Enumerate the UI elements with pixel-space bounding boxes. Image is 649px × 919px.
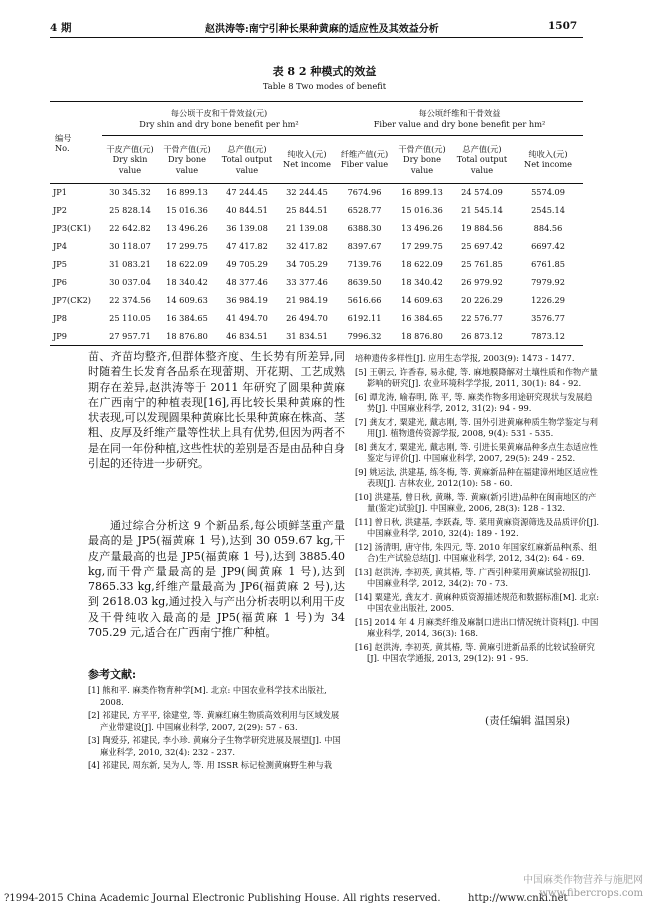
table-cell: 15 016.36 [166, 204, 208, 215]
table-cell: 34 705.29 [286, 258, 328, 269]
table-cell: 20 226.29 [461, 294, 503, 305]
watermark: 中国麻类作物营养与施肥网 www.fibercrops.com [523, 875, 643, 899]
table-row [50, 291, 583, 309]
reference-item: [1] 熊和平. 麻类作物育种学[M]. 北京: 中国农业科学技术出版社, 2008. [88, 685, 327, 707]
row-id: JP9 [53, 330, 68, 341]
table-cell: 21 984.19 [286, 294, 328, 305]
table-cell: 7979.92 [531, 276, 565, 287]
table-cell: 25 844.51 [286, 204, 328, 215]
row-id: JP7(CK2) [53, 294, 91, 305]
table-cell: 26 494.70 [286, 312, 328, 323]
benefit-table [50, 103, 583, 345]
table-cell: 17 299.75 [166, 240, 208, 251]
table-cell: 6192.11 [347, 312, 382, 323]
col-header: 干骨产值(元) Dry bone value [163, 143, 211, 175]
table-cell: 31 834.51 [286, 330, 328, 341]
reference-item: [12] 汤清明, 唐守伟, 朱四元, 等. 2010 年国家红麻新品种(系、组合)生产试验总结[J]. 中国麻业科学, 2012, 34(2): 64 - 69. [355, 541, 597, 563]
table-row [50, 219, 583, 237]
reference-item: [3] 陶爱芬, 祁建民, 李小珍. 黄麻分子生物学研究进展及展望[J]. 中国麻业科学, 2010, 32(4): 232 - 237. [88, 735, 341, 757]
table-mid-rule [50, 183, 583, 184]
table-cell: 18 340.42 [401, 276, 443, 287]
col-header: 总产值(元) Total output value [456, 143, 508, 175]
table-cell: 8639.50 [347, 276, 382, 287]
row-id: JP6 [53, 276, 68, 287]
table-cell: 31 083.21 [109, 258, 151, 269]
table-cell: 22 374.56 [109, 294, 151, 305]
cnki-url: http://www.cnki.net [468, 893, 568, 904]
table-row [50, 309, 583, 327]
table-cell: 22 642.82 [109, 222, 151, 233]
col-no-header: 编号 No. [55, 132, 72, 153]
table-row [50, 183, 583, 201]
table-title-cn: 表 8 2 种模式的效益 [272, 65, 377, 78]
table-cell: 41 494.70 [226, 312, 268, 323]
table-row [50, 201, 583, 219]
table-cell: 6388.30 [347, 222, 382, 233]
table-cell: 46 834.51 [226, 330, 268, 341]
table-cell: 47 244.45 [226, 186, 268, 197]
table-row [50, 255, 583, 273]
table-row [50, 237, 583, 255]
table-cell: 47 417.82 [226, 240, 268, 251]
table-cell: 14 609.63 [401, 294, 443, 305]
row-id: JP3(CK1) [53, 222, 91, 233]
table-cell: 6761.85 [531, 258, 565, 269]
table-cell: 5574.09 [531, 186, 565, 197]
table-cell: 33 377.46 [286, 276, 328, 287]
issue-label: 4 期 [50, 22, 72, 34]
col-header: 纯收入(元) Net income [524, 148, 572, 170]
reference-item: [6] 谭龙涛, 喻春明, 陈 平, 等. 麻类作物多用途研究现状与发展趋势[J]. 中国麻业科学, 2012, 31(2): 94 - 99. [355, 391, 593, 413]
references-right [355, 353, 600, 667]
running-title: 赵洪涛等:南宁引种长果种黄麻的适应性及其效益分析 [205, 24, 439, 35]
table-cell: 30 037.04 [109, 276, 151, 287]
table-cell: 7139.76 [347, 258, 382, 269]
table-cell: 27 957.71 [109, 330, 151, 341]
table-title-en: Table 8 Two modes of benefit [262, 81, 387, 91]
table-cell: 7996.32 [347, 330, 382, 341]
table-cell: 7674.96 [347, 186, 382, 197]
table-cell: 18 622.09 [401, 258, 443, 269]
table-cell: 21 139.08 [286, 222, 328, 233]
table-cell: 1226.29 [531, 294, 565, 305]
references-left [88, 685, 345, 774]
table-cell: 36 984.19 [226, 294, 268, 305]
table-row [50, 273, 583, 291]
page-number: 1507 [548, 20, 578, 32]
reference-item: [5] 王朝云, 许香春, 易永健, 等. 麻地膜降解对土壤性质和作物产量影响的研究[J]. 农业环境科学学报, 2011, 30(1): 84 - 92. [355, 366, 598, 388]
header-rule [50, 37, 583, 38]
col-header: 纯收入(元) Net income [283, 148, 331, 170]
table-cell: 22 576.77 [461, 312, 503, 323]
table-cell: 48 377.46 [226, 276, 268, 287]
table-row [50, 327, 583, 345]
row-id: JP1 [53, 186, 68, 197]
editor-note: (责任编辑 温国泉) [485, 715, 571, 727]
reference-item: [14] 粟建光, 龚友才. 黄麻种质资源描述规范和数据标准[M]. 北京: 中国农业出版社, 2005. [355, 591, 600, 613]
references-heading: 参考文献: [88, 668, 137, 681]
reference-item: [4] 祁建民, 周东新, 吴为人, 等. 用 ISSR 标记检测黄麻野生种与栽 [88, 760, 333, 770]
table-cell: 18 876.80 [166, 330, 208, 341]
table-cell: 30 345.32 [109, 186, 151, 197]
table-cell: 13 496.26 [166, 222, 208, 233]
table-cell: 18 876.80 [401, 330, 443, 341]
reference-item: [8] 龚友才, 粟建光, 戴志刚, 等. 引进长果黄麻品种多点生态适应性鉴定与评价[J]. 中国麻业科学, 2007, 29(5): 249 - 252. [355, 441, 598, 463]
table-cell: 3576.77 [531, 312, 565, 323]
table-cell: 7873.12 [531, 330, 565, 341]
table-cell: 26 873.12 [461, 330, 503, 341]
reference-item: [16] 赵洪涛, 李初英, 黄其椿, 等. 黄麻引进新品系的比较试验研究[J]. 中国农学通报, 2013, 29(12): 91 - 95. [355, 641, 595, 663]
table-cell: 25 761.85 [461, 258, 503, 269]
table-cell: 36 139.08 [226, 222, 268, 233]
reference-item: [10] 洪建基, 曾日秋, 黄琳, 等. 黄麻(新)引进)品种在闽南地区的产量(鉴定)试验[J]. 中国麻业, 2006, 28(3): 128 - 132. [355, 491, 597, 513]
table-cell: 16 899.13 [166, 186, 208, 197]
col-header: 纤维产值(元) Fiber value [340, 148, 389, 170]
table-cell: 884.56 [533, 222, 563, 233]
table-cell: 14 609.63 [166, 294, 208, 305]
table-cell: 2545.14 [531, 204, 565, 215]
table-cell: 49 705.29 [226, 258, 268, 269]
table-cell: 25 828.14 [109, 204, 151, 215]
reference-item: [2] 祁建民, 方平平, 徐建堂, 等. 黄麻红麻生物质高效利用与区域发展产业带建设[J]. 中国麻业科学, 2007, 2(29): 57 - 63. [88, 710, 340, 732]
table-cell: 6697.42 [531, 240, 565, 251]
table-top-rule [50, 101, 583, 102]
table-cell: 32 244.45 [286, 186, 328, 197]
table-cell: 26 979.92 [461, 276, 503, 287]
col-header: 总产值(元) Total output value [221, 143, 273, 175]
table-cell: 24 574.09 [461, 186, 503, 197]
table-bottom-rule [50, 345, 583, 346]
col-header: 干皮产值(元) Dry skin value [106, 143, 154, 175]
reference-item: [7] 龚友才, 粟建光, 戴志刚, 等. 国外引进黄麻种质生物学鉴定与利用[J]. 植物遗传资源学报, 2008, 9(4): 531 - 535. [355, 416, 598, 438]
paragraph-1: 苗、齐苗均整齐,但群体整齐度、生长势有所差异,同时随着生长发育各品系在现蕾期、开花期、工艺成熟期存在差异,赵洪涛等于 2011 年研究了圆果种黄麻在广西南宁的种植表现[16],再比较长果种黄麻的性状表现,可以发现圆果种黄麻比长果种黄麻在株高、茎粗、皮厚及纤维产量等性状上具有优势,但因为两者不是在同一年份种植,这些性状的差别是否是由品种自身引起的还待进一步研究。 [88, 350, 345, 471]
row-id: JP4 [53, 240, 68, 251]
table-cell: 19 884.56 [461, 222, 503, 233]
paragraph-2: 通过综合分析这 9 个新品系,每公顷鲜茎重产量最高的是 JP5(福黄麻 1 号),达到 30 059.67 kg,干皮产量最高的也是 JP5(福黄麻 1 号),达到 3885.40 kg,而干骨产量最高的是 JP9(闽黄麻 1 号),达到 7865.33 kg,纤维产量最高为 JP6(福黄麻 2 号),达到 2618.03 kg,通过投入与产出分析表明以利用干皮及干骨纯收入最高的是 JP5(福黄麻 1 号)为 34 705.29 元,适合在广西南宁推广种植。 [88, 519, 345, 640]
table-cell: 16 384.65 [166, 312, 208, 323]
table-cell: 40 844.51 [226, 204, 268, 215]
col-header: 干骨产值(元) Dry bone value [398, 143, 446, 175]
group2-header: 每公顷纤维和干骨效益 Fiber value and dry bone benefit per hm² [336, 103, 583, 135]
table-cell: 25 697.42 [461, 240, 503, 251]
reference-item: [15] 2014 年 4 月麻类纤维及麻制口进出口情况统计资料[J]. 中国麻业科学, 2014, 36(3): 168. [355, 616, 599, 638]
table-cell: 25 110.05 [109, 312, 151, 323]
table-cell: 5616.66 [347, 294, 382, 305]
copyright: ?1994-2015 China Academic Journal Electronic Publishing House. All rights reserved. [4, 893, 441, 904]
row-id: JP8 [53, 312, 68, 323]
table-cell: 16 899.13 [401, 186, 443, 197]
table-cell: 13 496.26 [401, 222, 443, 233]
row-id: JP5 [53, 258, 68, 269]
table-cell: 15 016.36 [401, 204, 443, 215]
reference-item: 培种遗传多样性[J]. 应用生态学报, 2003(9): 1473 - 1477. [355, 353, 575, 363]
table-cell: 16 384.65 [401, 312, 443, 323]
table-cell: 21 545.14 [461, 204, 503, 215]
row-id: JP2 [53, 204, 68, 215]
reference-item: [9] 姚运法, 洪建基, 练冬梅, 等. 黄麻新品种在福建漳州地区适应性表现[J]. 吉林农业, 2012(10): 58 - 60. [355, 466, 598, 488]
reference-item: [13] 赵洪涛, 李初英, 黄其椿, 等. 广西引种菜用黄麻试验初报[J]. 中国麻业科学, 2012, 34(2): 70 - 73. [355, 566, 591, 588]
table-cell: 18 340.42 [166, 276, 208, 287]
reference-item: [11] 曾日秋, 洪建基, 李跃森, 等. 菜用黄麻资源筛选及品质评价[J]. 中国麻业科学, 2010, 32(4): 189 - 192. [355, 516, 600, 538]
table-cell: 32 417.82 [286, 240, 328, 251]
table-cell: 30 118.07 [109, 240, 151, 251]
table-cell: 6528.77 [347, 204, 382, 215]
table-body [50, 183, 583, 345]
table-cell: 17 299.75 [401, 240, 443, 251]
table-cell: 8397.67 [347, 240, 382, 251]
group1-header: 每公顷干皮和干骨效益(元) Dry shin and dry bone benefit per hm² [102, 103, 336, 135]
table-cell: 18 622.09 [166, 258, 208, 269]
